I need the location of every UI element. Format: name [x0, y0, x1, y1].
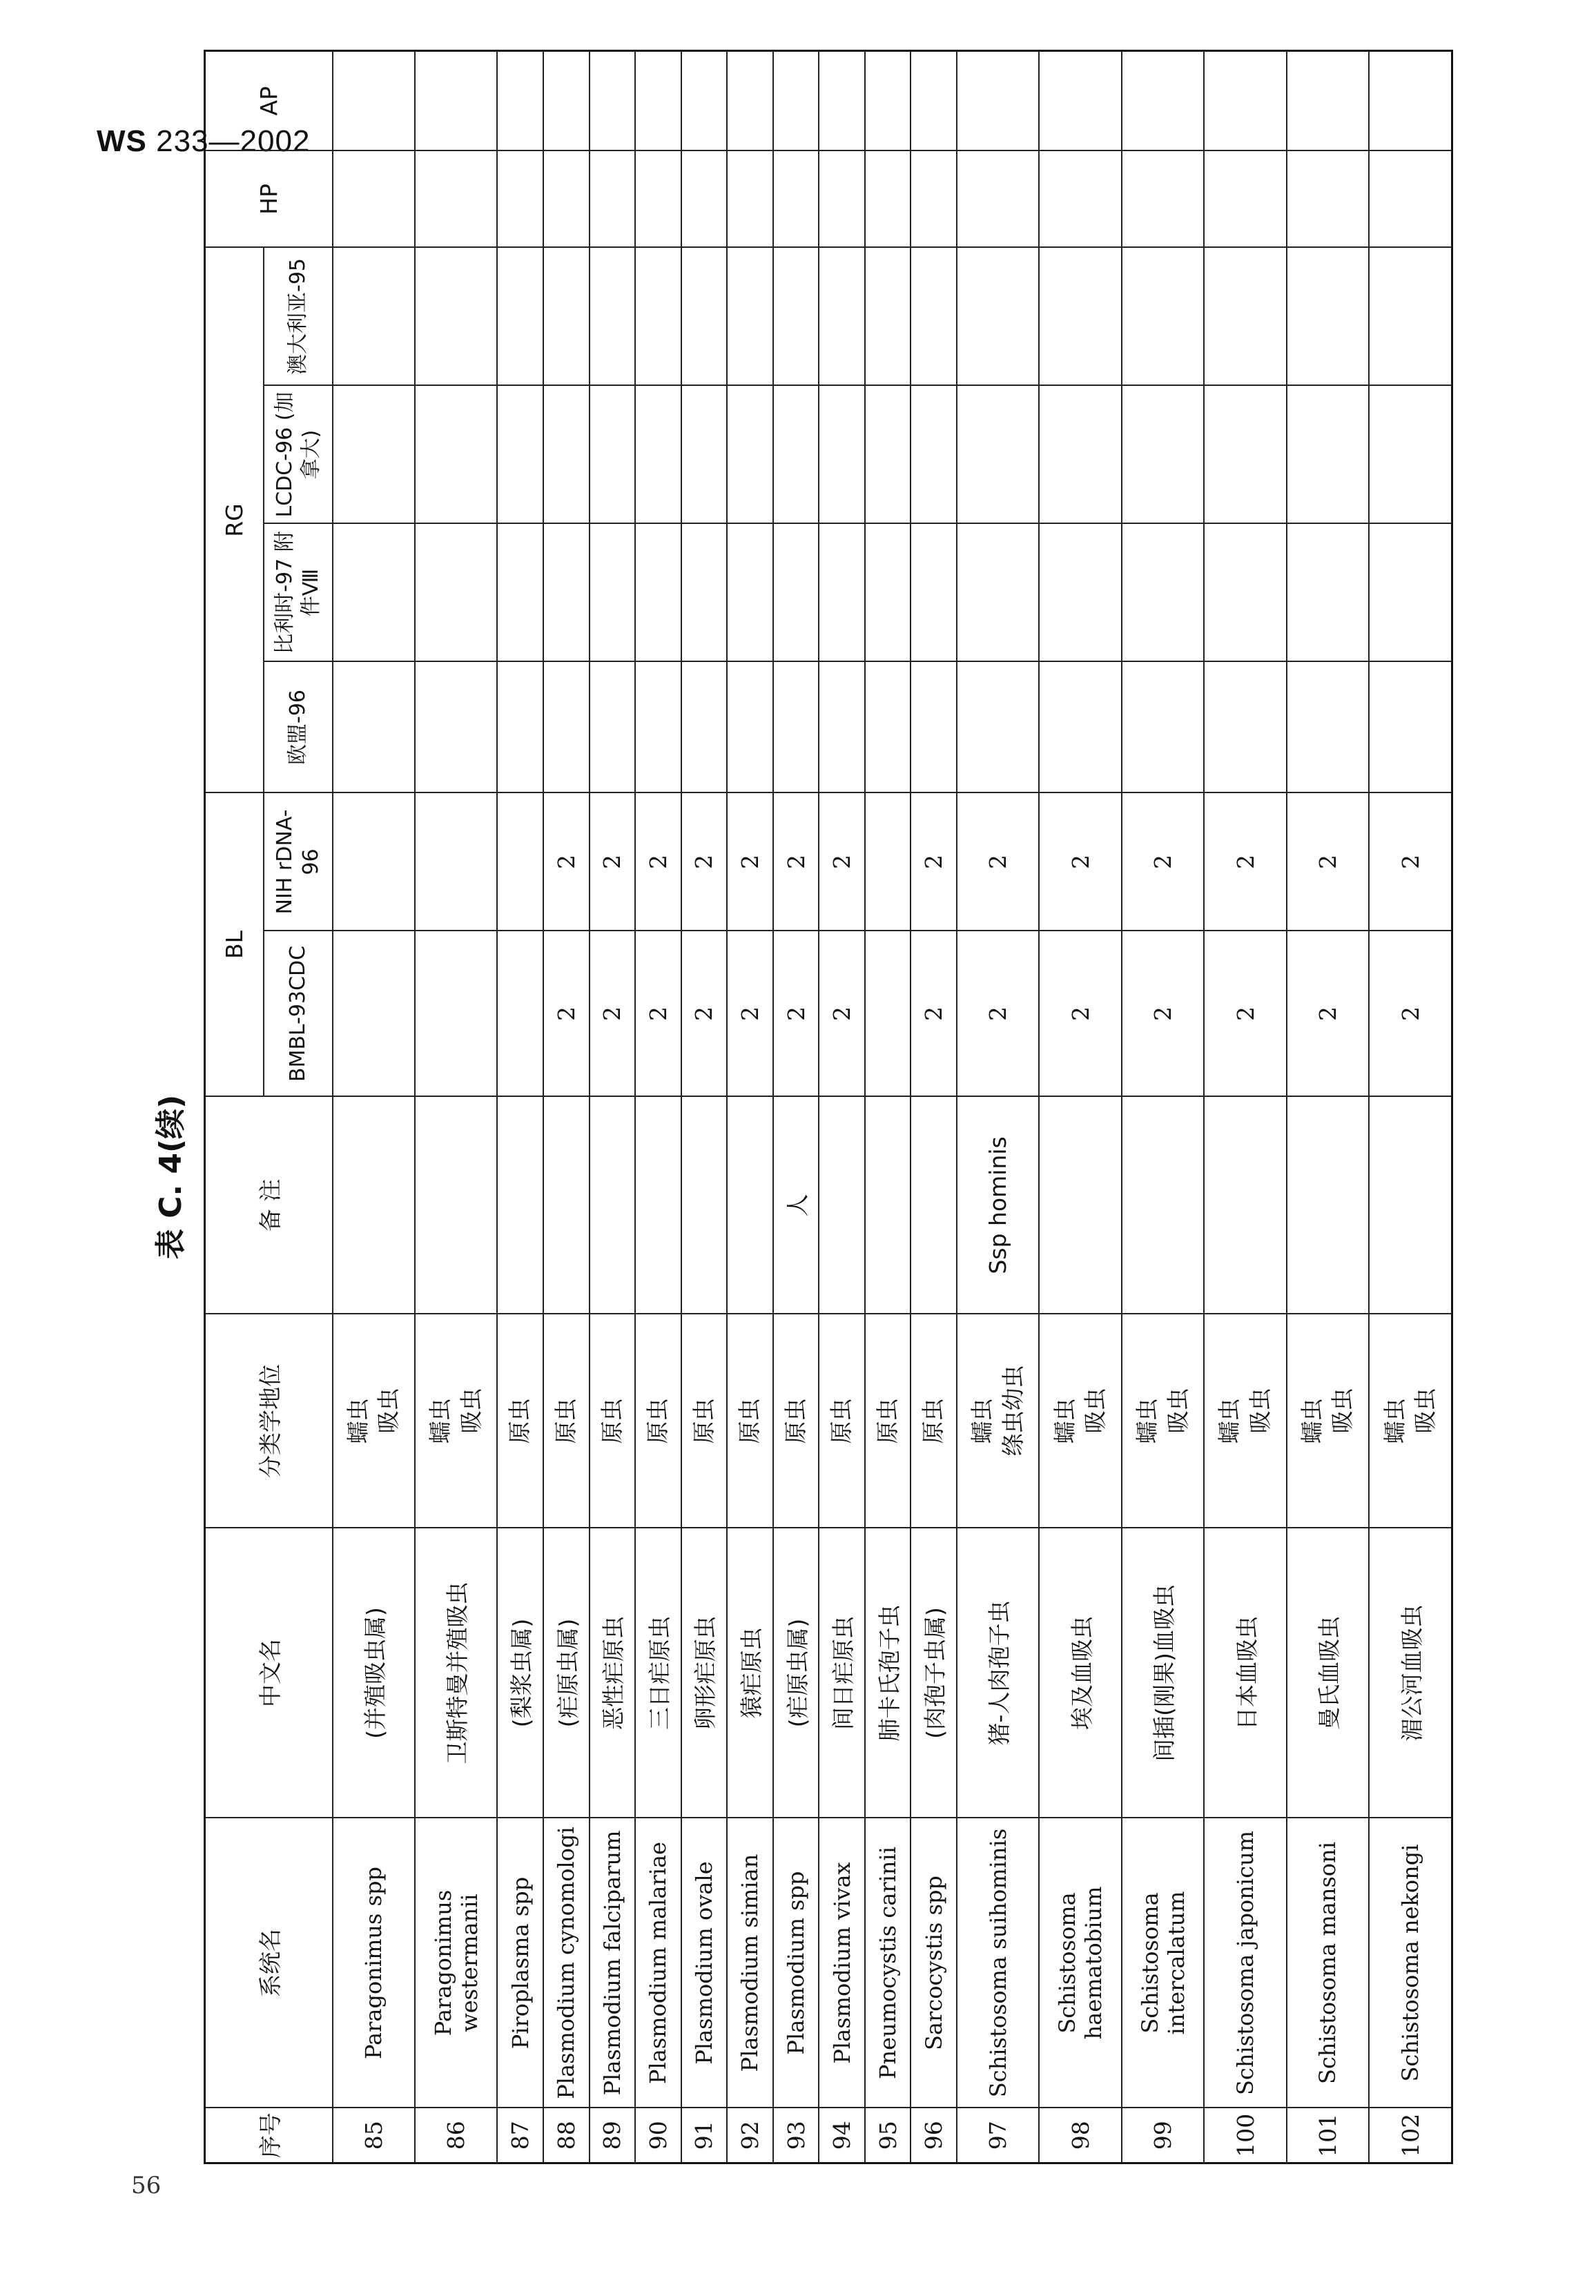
col-nih: NIH rDNA-96: [264, 793, 333, 931]
cell-eu: [773, 662, 819, 793]
standard-prefix: WS: [97, 124, 147, 158]
cell-remarks: [543, 1097, 590, 1314]
cell-lcdc: [865, 386, 911, 524]
col-hp: HP: [205, 150, 333, 247]
cell-belgium: [543, 524, 590, 662]
cell-australia: [773, 247, 819, 385]
cell-bmbl: 2: [543, 931, 590, 1097]
cell-chinese-name: 肺卡氏孢子虫: [865, 1528, 911, 1818]
cell-seq: 87: [497, 2108, 543, 2163]
cell-belgium: [727, 524, 773, 662]
col-remarks: 备 注: [205, 1097, 333, 1314]
cell-belgium: [957, 524, 1039, 662]
cell-australia: [681, 247, 728, 385]
cell-bmbl: [415, 931, 497, 1097]
cell-australia: [543, 247, 590, 385]
cell-bmbl: 2: [957, 931, 1039, 1097]
taxonomy-line: 蠕虫: [427, 1398, 454, 1444]
taxonomy-line: 原虫: [828, 1398, 855, 1444]
cell-bmbl: [865, 931, 911, 1097]
col-ap: AP: [205, 50, 333, 150]
cell-eu: [497, 662, 543, 793]
cell-lcdc: [727, 386, 773, 524]
cell-ap: [497, 50, 543, 150]
table-row: [911, 50, 957, 2163]
cell-seq: 92: [727, 2108, 773, 2163]
cell-system-name: Schistosoma suihominis: [957, 1818, 1039, 2108]
cell-seq: 85: [333, 2108, 415, 2163]
cell-hp: [819, 150, 865, 247]
col-lcdc: LCDC-96 (加拿大): [264, 386, 333, 524]
cell-belgium: [333, 524, 415, 662]
cell-eu: [681, 662, 728, 793]
taxonomy-line: 蠕虫: [1051, 1398, 1078, 1444]
cell-hp: [1039, 150, 1121, 247]
cell-remarks: [865, 1097, 911, 1314]
cell-remarks: [1204, 1097, 1286, 1314]
cell-australia: [497, 247, 543, 385]
cell-australia: [415, 247, 497, 385]
taxonomy-line: 吸虫: [1164, 1388, 1191, 1434]
cell-seq: 90: [635, 2108, 681, 2163]
cell-australia: [1204, 247, 1286, 385]
cell-remarks: 人: [773, 1097, 819, 1314]
col-eu: 欧盟-96: [264, 662, 333, 793]
cell-hp: [1204, 150, 1286, 247]
cell-bmbl: 2: [1039, 931, 1121, 1097]
cell-nih: 2: [635, 793, 681, 931]
cell-lcdc: [681, 386, 728, 524]
cell-remarks: [727, 1097, 773, 1314]
cell-hp: [865, 150, 911, 247]
cell-bmbl: 2: [1287, 931, 1369, 1097]
cell-hp: [681, 150, 728, 247]
table-row: [635, 50, 681, 2163]
cell-seq: 93: [773, 2108, 819, 2163]
cell-lcdc: [590, 386, 636, 524]
cell-system-name: Plasmodium spp: [773, 1818, 819, 2108]
taxonomy-line: 原虫: [552, 1398, 579, 1444]
col-group-rg: RG: [205, 247, 264, 792]
cell-hp: [333, 150, 415, 247]
cell-remarks: [911, 1097, 957, 1314]
col-australia: 澳大利亚-95: [264, 247, 333, 385]
cell-ap: [957, 50, 1039, 150]
cell-bmbl: 2: [681, 931, 728, 1097]
cell-australia: [1039, 247, 1121, 385]
cell-remarks: [1287, 1097, 1369, 1314]
cell-nih: [865, 793, 911, 931]
taxonomy-line: 吸虫: [375, 1388, 402, 1434]
cell-nih: [415, 793, 497, 931]
table-row: [1039, 50, 1121, 2163]
col-taxonomy: 分类学地位: [205, 1314, 333, 1528]
cell-remarks: [635, 1097, 681, 1314]
cell-ap: [1287, 50, 1369, 150]
cell-belgium: [497, 524, 543, 662]
cell-ap: [1204, 50, 1286, 150]
cell-belgium: [681, 524, 728, 662]
cell-belgium: [1204, 524, 1286, 662]
table-row: [497, 50, 543, 2163]
cell-eu: [1204, 662, 1286, 793]
table-row: [773, 50, 819, 2163]
cell-eu: [1039, 662, 1121, 793]
cell-ap: [727, 50, 773, 150]
cell-seq: 94: [819, 2108, 865, 2163]
cell-system-name: Plasmodium simian: [727, 1818, 773, 2108]
cell-seq: 88: [543, 2108, 590, 2163]
cell-system-name: Plasmodium ovale: [681, 1818, 728, 2108]
cell-lcdc: [911, 386, 957, 524]
cell-taxonomy: [415, 1314, 497, 1528]
cell-remarks: [681, 1097, 728, 1314]
table-row: [590, 50, 636, 2163]
cell-eu: [865, 662, 911, 793]
cell-system-name: Paragonimus spp: [333, 1818, 415, 2108]
cell-lcdc: [819, 386, 865, 524]
cell-eu: [333, 662, 415, 793]
cell-bmbl: 2: [773, 931, 819, 1097]
cell-ap: [773, 50, 819, 150]
cell-australia: [957, 247, 1039, 385]
cell-seq: 98: [1039, 2108, 1121, 2163]
cell-system-name: Plasmodium malariae: [635, 1818, 681, 2108]
cell-australia: [1369, 247, 1452, 385]
standard-number: 233—2002: [146, 124, 311, 158]
cell-belgium: [1122, 524, 1204, 662]
cell-ap: [635, 50, 681, 150]
cell-taxonomy: [1039, 1314, 1121, 1528]
cell-bmbl: 2: [819, 931, 865, 1097]
cell-belgium: [1369, 524, 1452, 662]
cell-system-name: Sarcocystis spp: [911, 1818, 957, 2108]
cell-lcdc: [957, 386, 1039, 524]
cell-system-name: Plasmodium falciparum: [590, 1818, 636, 2108]
col-seq: 序号: [205, 2108, 333, 2163]
classification-table: [204, 50, 1453, 2164]
cell-chinese-name: 间插(刚果)血吸虫: [1122, 1528, 1204, 1818]
cell-remarks: [819, 1097, 865, 1314]
cell-chinese-name: 三日疟原虫: [635, 1528, 681, 1818]
cell-belgium: [911, 524, 957, 662]
cell-australia: [333, 247, 415, 385]
cell-seq: 100: [1204, 2108, 1286, 2163]
cell-hp: [590, 150, 636, 247]
cell-australia: [1287, 247, 1369, 385]
cell-lcdc: [1122, 386, 1204, 524]
taxonomy-line: 吸虫: [1082, 1388, 1109, 1434]
cell-taxonomy: [1369, 1314, 1452, 1528]
table-row: [727, 50, 773, 2163]
cell-bmbl: 2: [1369, 931, 1452, 1097]
cell-seq: 86: [415, 2108, 497, 2163]
cell-nih: 2: [819, 793, 865, 931]
cell-belgium: [635, 524, 681, 662]
cell-nih: 2: [1122, 793, 1204, 931]
cell-ap: [590, 50, 636, 150]
cell-hp: [1287, 150, 1369, 247]
cell-taxonomy: [543, 1314, 590, 1528]
cell-taxonomy: [727, 1314, 773, 1528]
cell-bmbl: 2: [635, 931, 681, 1097]
table-row: [957, 50, 1039, 2163]
cell-bmbl: 2: [590, 931, 636, 1097]
cell-eu: [957, 662, 1039, 793]
cell-hp: [497, 150, 543, 247]
cell-bmbl: 2: [727, 931, 773, 1097]
cell-taxonomy: [635, 1314, 681, 1528]
cell-nih: [333, 793, 415, 931]
cell-taxonomy: [497, 1314, 543, 1528]
cell-bmbl: 2: [1204, 931, 1286, 1097]
taxonomy-line: 蠕虫: [1216, 1398, 1243, 1444]
col-chinese-name: 中文名: [205, 1528, 333, 1818]
cell-belgium: [1039, 524, 1121, 662]
cell-lcdc: [497, 386, 543, 524]
cell-lcdc: [773, 386, 819, 524]
cell-hp: [773, 150, 819, 247]
cell-hp: [1369, 150, 1452, 247]
cell-remarks: Ssp hominis: [957, 1097, 1039, 1314]
cell-bmbl: [333, 931, 415, 1097]
table-row: [1204, 50, 1286, 2163]
cell-nih: 2: [957, 793, 1039, 931]
cell-bmbl: [497, 931, 543, 1097]
cell-chinese-name: 日本血吸虫: [1204, 1528, 1286, 1818]
taxonomy-line: 吸虫: [1329, 1388, 1356, 1434]
table-body: [333, 50, 1452, 2163]
cell-nih: 2: [727, 793, 773, 931]
cell-ap: [865, 50, 911, 150]
cell-hp: [635, 150, 681, 247]
cell-belgium: [819, 524, 865, 662]
cell-nih: 2: [773, 793, 819, 931]
cell-australia: [635, 247, 681, 385]
cell-belgium: [590, 524, 636, 662]
col-system-name: 系统名: [205, 1818, 333, 2108]
taxonomy-line: 蠕虫: [1133, 1398, 1161, 1444]
cell-ap: [681, 50, 728, 150]
cell-seq: 97: [957, 2108, 1039, 2163]
table-row: [1369, 50, 1452, 2163]
cell-seq: 89: [590, 2108, 636, 2163]
taxonomy-line: 原虫: [736, 1398, 763, 1444]
taxonomy-line: 蠕虫: [969, 1398, 996, 1444]
col-group-bl: BL: [205, 793, 264, 1097]
cell-chinese-name: (疟原虫属): [773, 1528, 819, 1818]
cell-taxonomy: [773, 1314, 819, 1528]
cell-nih: 2: [681, 793, 728, 931]
cell-eu: [1369, 662, 1452, 793]
cell-seq: 101: [1287, 2108, 1369, 2163]
col-bmbl: BMBL-93CDC: [264, 931, 333, 1097]
cell-australia: [911, 247, 957, 385]
cell-eu: [911, 662, 957, 793]
cell-eu: [590, 662, 636, 793]
cell-belgium: [773, 524, 819, 662]
cell-taxonomy: [681, 1314, 728, 1528]
table-row: [1122, 50, 1204, 2163]
cell-belgium: [865, 524, 911, 662]
cell-chinese-name: 曼氏血吸虫: [1287, 1528, 1369, 1818]
cell-taxonomy: [1287, 1314, 1369, 1528]
cell-system-name: Paragonimus westermanii: [415, 1818, 497, 2108]
taxonomy-line: 原虫: [873, 1398, 901, 1444]
cell-chinese-name: (肉孢子虫属): [911, 1528, 957, 1818]
cell-belgium: [415, 524, 497, 662]
cell-remarks: [1369, 1097, 1452, 1314]
table-caption: 表 C. 4(续): [153, 1094, 188, 1260]
table-row: [415, 50, 497, 2163]
cell-chinese-name: 恶性疟原虫: [590, 1528, 636, 1818]
cell-chinese-name: 间日疟原虫: [819, 1528, 865, 1818]
cell-remarks: [497, 1097, 543, 1314]
cell-ap: [819, 50, 865, 150]
cell-eu: [1122, 662, 1204, 793]
cell-lcdc: [543, 386, 590, 524]
cell-remarks: [590, 1097, 636, 1314]
cell-chinese-name: 卫斯特曼并殖吸虫: [415, 1528, 497, 1818]
taxonomy-line: 蠕虫: [344, 1398, 371, 1444]
cell-ap: [1039, 50, 1121, 150]
taxonomy-line: 原虫: [781, 1398, 809, 1444]
cell-chinese-name: (疟原虫属): [543, 1528, 590, 1818]
cell-seq: 95: [865, 2108, 911, 2163]
cell-ap: [1369, 50, 1452, 150]
cell-hp: [957, 150, 1039, 247]
taxonomy-line: 吸虫: [1247, 1388, 1274, 1434]
cell-lcdc: [1039, 386, 1121, 524]
cell-bmbl: 2: [1122, 931, 1204, 1097]
cell-nih: 2: [543, 793, 590, 931]
cell-chinese-name: 猪-人肉孢子虫: [957, 1528, 1039, 1818]
cell-chinese-name: (并殖吸虫属): [333, 1528, 415, 1818]
cell-nih: 2: [911, 793, 957, 931]
taxonomy-line: 绦虫幼虫: [999, 1365, 1026, 1457]
cell-remarks: [1122, 1097, 1204, 1314]
cell-nih: 2: [1287, 793, 1369, 931]
cell-eu: [727, 662, 773, 793]
cell-nih: 2: [1204, 793, 1286, 931]
cell-nih: 2: [1369, 793, 1452, 931]
cell-chinese-name: 猿疟原虫: [727, 1528, 773, 1818]
cell-belgium: [1287, 524, 1369, 662]
table-row: [681, 50, 728, 2163]
taxonomy-line: 蠕虫: [1381, 1398, 1408, 1444]
cell-hp: [911, 150, 957, 247]
cell-hp: [415, 150, 497, 247]
cell-eu: [1287, 662, 1369, 793]
cell-chinese-name: 埃及血吸虫: [1039, 1528, 1121, 1818]
taxonomy-line: 原虫: [919, 1398, 947, 1444]
cell-australia: [1122, 247, 1204, 385]
cell-taxonomy: [911, 1314, 957, 1528]
cell-australia: [865, 247, 911, 385]
page-number: 56: [131, 2172, 162, 2199]
table-row: [819, 50, 865, 2163]
cell-taxonomy: [590, 1314, 636, 1528]
table-row: [543, 50, 590, 2163]
cell-seq: 102: [1369, 2108, 1452, 2163]
cell-system-name: Schistosoma mansoni: [1287, 1818, 1369, 2108]
cell-taxonomy: [333, 1314, 415, 1528]
table-row: [333, 50, 415, 2163]
cell-system-name: Pneumocystis carinii: [865, 1818, 911, 2108]
cell-seq: 99: [1122, 2108, 1204, 2163]
cell-lcdc: [415, 386, 497, 524]
cell-system-name: Plasmodium vivax: [819, 1818, 865, 2108]
taxonomy-line: 吸虫: [457, 1388, 485, 1434]
cell-seq: 91: [681, 2108, 728, 2163]
cell-chinese-name: 卵形疟原虫: [681, 1528, 728, 1818]
cell-ap: [1122, 50, 1204, 150]
cell-nih: [497, 793, 543, 931]
cell-hp: [727, 150, 773, 247]
cell-taxonomy: [1204, 1314, 1286, 1528]
cell-eu: [415, 662, 497, 793]
cell-system-name: Schistosoma intercalatum: [1122, 1818, 1204, 2108]
cell-ap: [543, 50, 590, 150]
cell-taxonomy: [1122, 1314, 1204, 1528]
cell-remarks: [415, 1097, 497, 1314]
cell-system-name: Schistosoma japonicum: [1204, 1818, 1286, 2108]
taxonomy-line: 蠕虫: [1298, 1398, 1325, 1444]
cell-eu: [543, 662, 590, 793]
cell-taxonomy: [865, 1314, 911, 1528]
cell-system-name: Schistosoma nekongi: [1369, 1818, 1452, 2108]
cell-chinese-name: 湄公河血吸虫: [1369, 1528, 1452, 1818]
cell-hp: [1122, 150, 1204, 247]
col-belgium: 比利时-97 附件Ⅷ: [264, 524, 333, 662]
cell-remarks: [333, 1097, 415, 1314]
cell-system-name: Piroplasma spp: [497, 1818, 543, 2108]
cell-nih: 2: [1039, 793, 1121, 931]
cell-ap: [911, 50, 957, 150]
cell-ap: [415, 50, 497, 150]
cell-australia: [819, 247, 865, 385]
taxonomy-line: 原虫: [690, 1398, 717, 1444]
taxonomy-line: 原虫: [644, 1398, 672, 1444]
cell-remarks: [1039, 1097, 1121, 1314]
cell-lcdc: [1369, 386, 1452, 524]
cell-taxonomy: [957, 1314, 1039, 1528]
table-row: [1287, 50, 1369, 2163]
cell-seq: 96: [911, 2108, 957, 2163]
taxonomy-line: 原虫: [598, 1398, 625, 1444]
cell-hp: [543, 150, 590, 247]
cell-eu: [819, 662, 865, 793]
cell-lcdc: [333, 386, 415, 524]
cell-australia: [590, 247, 636, 385]
cell-ap: [333, 50, 415, 150]
cell-lcdc: [1204, 386, 1286, 524]
cell-chinese-name: (梨浆虫属): [497, 1528, 543, 1818]
cell-bmbl: 2: [911, 931, 957, 1097]
table-row: [865, 50, 911, 2163]
cell-system-name: Plasmodium cynomologi: [543, 1818, 590, 2108]
cell-system-name: Schistosoma haematobium: [1039, 1818, 1121, 2108]
taxonomy-line: 原虫: [506, 1398, 534, 1444]
taxonomy-line: 吸虫: [1412, 1388, 1439, 1434]
cell-nih: 2: [590, 793, 636, 931]
cell-lcdc: [1287, 386, 1369, 524]
cell-lcdc: [635, 386, 681, 524]
cell-taxonomy: [819, 1314, 865, 1528]
cell-eu: [635, 662, 681, 793]
cell-australia: [727, 247, 773, 385]
